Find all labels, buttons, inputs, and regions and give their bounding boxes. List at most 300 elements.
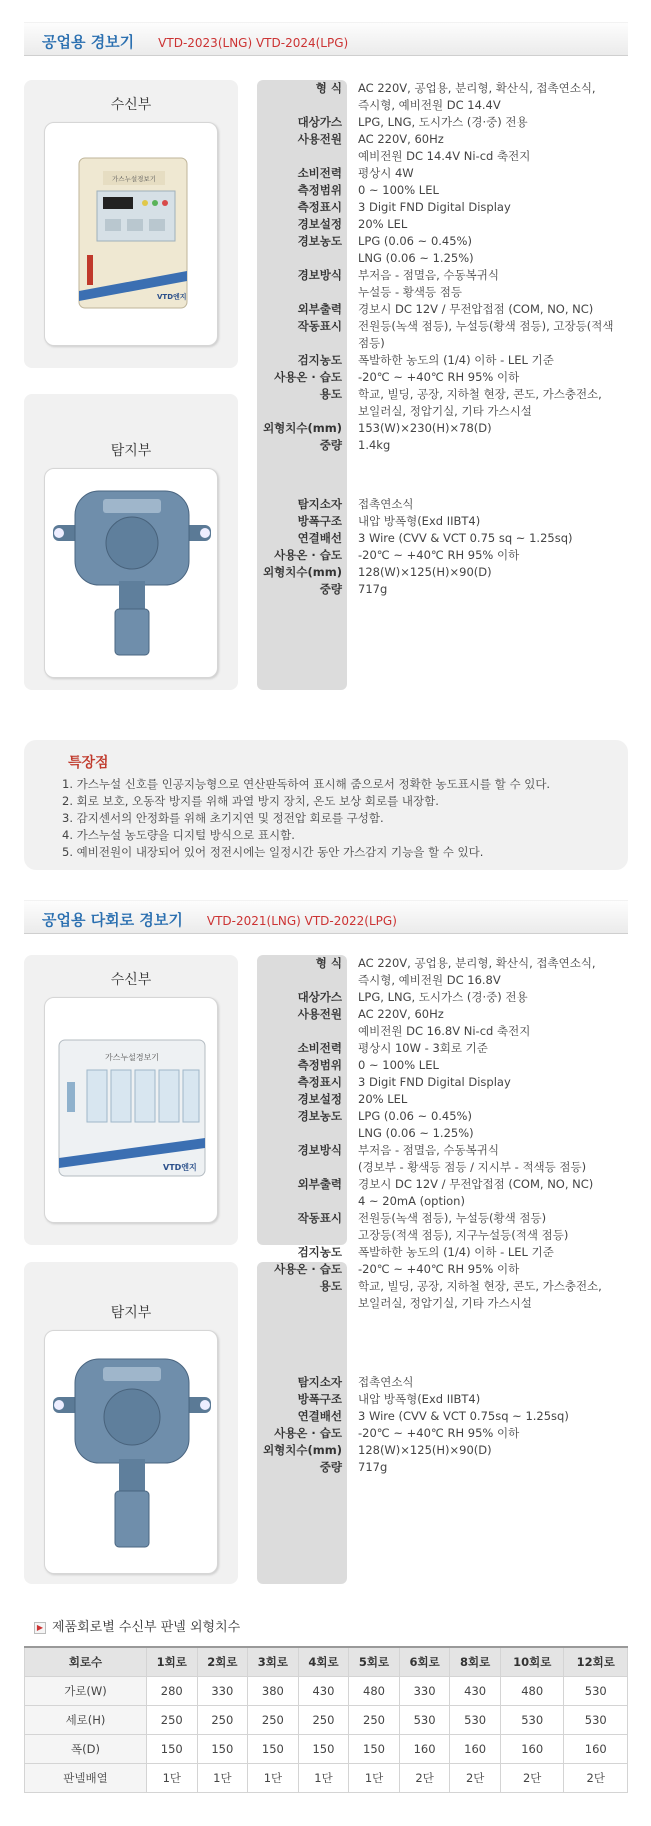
- spec-row: [260, 267, 630, 301]
- spec-value: [358, 318, 613, 352]
- spec-value: [358, 1176, 593, 1210]
- detector-device-illustration: [45, 469, 218, 678]
- spec-label: 사용온 · 습도: [274, 1262, 342, 1276]
- table-header-cell: 6회로: [399, 1647, 450, 1676]
- spec-value: [358, 1057, 439, 1074]
- spec-label: 소비전력: [297, 1041, 342, 1055]
- spec-value-line: LPG, LNG, 도시가스 (경·중) 전용: [358, 990, 528, 1004]
- spec-value-line: 128(W)×125(H)×90(D): [358, 1443, 492, 1457]
- dimension-table: [24, 1646, 628, 1793]
- spec-value-line: 평상시 4W: [358, 166, 414, 180]
- section1-receiver-specs: [260, 80, 630, 454]
- spec-value-line: 0 ~ 100% LEL: [358, 1058, 439, 1072]
- detector-label: 탐지부: [110, 443, 152, 459]
- spec-label: 형 식: [315, 81, 342, 95]
- spec-value-line: 접촉연소식: [358, 497, 414, 511]
- spec-value-line: 보일러실, 정압기실, 기타 가스시설: [358, 1296, 532, 1310]
- table-cell: 150: [349, 1734, 400, 1763]
- receiver-device-illustration: [45, 123, 218, 346]
- detector-neck: [119, 581, 145, 609]
- spec-value-line: 부저음 - 점멸음, 수동복귀식: [358, 268, 499, 282]
- spec-row: [260, 437, 630, 454]
- spec-value: [358, 301, 593, 318]
- spec-value-line: 예비전원 DC 16.8V Ni-cd 축전지: [358, 1024, 531, 1038]
- section2-detector-specs: [260, 1374, 630, 1476]
- table-header-cell: 5회로: [349, 1647, 400, 1676]
- features-list: [62, 776, 550, 861]
- table-cell: 150: [197, 1734, 248, 1763]
- table-cell: 2단: [450, 1763, 501, 1792]
- table-header-cell: 1회로: [147, 1647, 198, 1676]
- spec-value-line: -20℃ ~ +40℃ RH 95% 이하: [358, 548, 520, 562]
- spec-row: [260, 1261, 630, 1278]
- spec-value-line: 3 Wire (CVV & VCT 0.75 sq ~ 1.25sq): [358, 531, 573, 545]
- receiver-label: 수신부: [110, 972, 152, 988]
- spec-value: [358, 1091, 407, 1108]
- spec-value-line: 1.4kg: [358, 438, 391, 452]
- spec-value: [358, 1459, 387, 1476]
- spec-label: 사용전원: [297, 132, 342, 146]
- spec-value: [358, 352, 554, 369]
- table-row: [25, 1763, 628, 1792]
- table-cell: 430: [298, 1676, 349, 1705]
- table-header-cell: 4회로: [298, 1647, 349, 1676]
- device-brand-logo: VTD엔지: [157, 293, 187, 301]
- table-cell: 430: [450, 1676, 501, 1705]
- device-button: [149, 219, 165, 231]
- detector-sensor-head: [115, 609, 149, 655]
- device-channel-module: [111, 1070, 131, 1122]
- device-channel-module: [159, 1070, 179, 1122]
- receiver-label: 수신부: [110, 97, 152, 113]
- spec-value: [358, 564, 492, 581]
- spec-value-line: 보일러실, 정압기실, 기타 가스시설: [358, 404, 532, 418]
- spec-label: 측정표시: [297, 1075, 342, 1089]
- spec-value-line: 3 Wire (CVV & VCT 0.75sq ~ 1.25sq): [358, 1409, 569, 1423]
- spec-value-line: LPG, LNG, 도시가스 (경·중) 전용: [358, 115, 528, 129]
- table-cell: 2단: [500, 1763, 564, 1792]
- spec-value-line: 128(W)×125(H)×90(D): [358, 565, 492, 579]
- spec-value-line: 내압 방폭형(Exd IIBT4): [358, 1392, 481, 1406]
- spec-value: [358, 1210, 568, 1244]
- table-cell: 250: [147, 1705, 198, 1734]
- section2-header: [24, 900, 628, 934]
- spec-label: 탐지소자: [297, 1375, 342, 1389]
- spec-row: [260, 1091, 630, 1108]
- spec-value-line: 고장등(적색 점등), 지구누설등(적색 점등): [358, 1228, 569, 1242]
- table-cell: 330: [197, 1676, 248, 1705]
- table-cell: 1단: [298, 1763, 349, 1792]
- spec-label: 외형치수(mm): [263, 1443, 342, 1457]
- table-cell: 2단: [399, 1763, 450, 1792]
- spec-row: [260, 1040, 630, 1057]
- spec-value-line: 접촉연소식: [358, 1375, 414, 1389]
- detector-mount-hole-icon: [200, 528, 210, 538]
- spec-row: [260, 496, 630, 513]
- section2-detector-panel: [24, 1262, 238, 1584]
- section1-receiver-panel: [24, 80, 238, 368]
- spec-label: 외부출력: [297, 302, 342, 316]
- spec-value-line: 3 Digit FND Digital Display: [358, 200, 511, 214]
- multi-receiver-device-image: [44, 997, 218, 1223]
- table-body: [25, 1676, 628, 1792]
- table-cell: 330: [399, 1676, 450, 1705]
- spec-value-line: -20℃ ~ +40℃ RH 95% 이하: [358, 370, 520, 384]
- spec-row: [260, 564, 630, 581]
- feature-item: 2. 회로 보호, 오동작 방지를 위해 과열 방지 장치, 온도 보상 회로를 내장함.: [62, 794, 439, 808]
- spec-value: [358, 216, 407, 233]
- spec-value-line: LPG (0.06 ~ 0.45%): [358, 1109, 472, 1123]
- table-cell: 150: [147, 1734, 198, 1763]
- device-button: [127, 219, 143, 231]
- spec-row: [260, 420, 630, 437]
- device-panel-title: 가스누설경보기: [112, 175, 156, 183]
- spec-value-line: 0 ~ 100% LEL: [358, 183, 439, 197]
- spec-value-line: LPG (0.06 ~ 0.45%): [358, 234, 472, 248]
- table-header-cell: 3회로: [248, 1647, 299, 1676]
- spec-value-line: 내압 방폭형(Exd IIBT4): [358, 514, 481, 528]
- table-cell: 250: [197, 1705, 248, 1734]
- spec-label: 사용온 · 습도: [274, 370, 342, 384]
- spec-label: 경보농도: [297, 1109, 342, 1123]
- spec-row: [260, 1244, 630, 1261]
- spec-value-line: 4 ~ 20mA (option): [358, 1194, 465, 1208]
- spec-row: [260, 114, 630, 131]
- spec-label: 작동표시: [297, 1211, 342, 1225]
- detector-sensor-head: [115, 1491, 149, 1547]
- table-cell: 1단: [349, 1763, 400, 1792]
- table-cell: 250: [248, 1705, 299, 1734]
- spec-row: [260, 1408, 630, 1425]
- spec-value: [358, 182, 439, 199]
- table-cell: 530: [500, 1705, 564, 1734]
- spec-value: [358, 955, 596, 989]
- feature-item: 5. 예비전원이 내장되어 있어 정전시에는 일정시간 동안 가스감지 기능을 할 수 있다.: [62, 845, 484, 859]
- device-led-icon: [142, 200, 148, 206]
- table-row: [25, 1676, 628, 1705]
- spec-value-line: 예비전원 DC 14.4V Ni-cd 축전지: [358, 149, 531, 163]
- spec-row: [260, 386, 630, 420]
- detector-label-strip: [103, 1367, 161, 1381]
- section1-header: [24, 22, 628, 56]
- spec-value-line: 점등): [358, 336, 385, 350]
- feature-item: 3. 감지센서의 안정화를 위해 초기지연 및 정전압 회로를 구성함.: [62, 811, 384, 825]
- spec-value: [358, 1374, 414, 1391]
- table-cell: 380: [248, 1676, 299, 1705]
- spec-value: [358, 114, 528, 131]
- spec-label: 중량: [319, 582, 342, 596]
- table-header-cell: 10회로: [500, 1647, 564, 1676]
- spec-value: [358, 581, 387, 598]
- table-row-label: 세로(H): [25, 1705, 147, 1734]
- spec-value-line: 20% LEL: [358, 1092, 408, 1106]
- spec-row: [260, 547, 630, 564]
- spec-row: [260, 1459, 630, 1476]
- spec-row: [260, 1074, 630, 1091]
- detector-neck: [119, 1459, 145, 1491]
- spec-row: [260, 1176, 630, 1210]
- spec-label: 작동표시: [297, 319, 342, 333]
- spec-label: 경보설정: [297, 1092, 342, 1106]
- device-led-icon: [162, 200, 168, 206]
- spec-value-line: -20℃ ~ +40℃ RH 95% 이하: [358, 1426, 520, 1440]
- table-cell: 250: [298, 1705, 349, 1734]
- spec-value: [358, 386, 602, 420]
- spec-value: [358, 1244, 554, 1261]
- spec-row: [260, 1108, 630, 1142]
- detector-mount-hole-icon: [54, 1400, 64, 1410]
- table-cell: 480: [349, 1676, 400, 1705]
- spec-value: [358, 1261, 519, 1278]
- spec-value: [358, 233, 474, 267]
- table-row-label: 판넬배열: [25, 1763, 147, 1792]
- spec-label: 경보설정: [297, 217, 342, 231]
- section1-title: 공업용 경보기 VTD-2023(LNG) VTD-2024(LPG): [42, 33, 349, 51]
- spec-label: 외부출력: [297, 1177, 342, 1191]
- spec-value-line: 학교, 빌딩, 공장, 지하철 현장, 콘도, 가스충전소,: [358, 1279, 602, 1293]
- section2-receiver-panel: [24, 955, 238, 1245]
- spec-value: [358, 165, 414, 182]
- spec-value: [358, 1006, 530, 1040]
- device-channel-module: [87, 1070, 107, 1122]
- features-title: 특장점: [68, 755, 109, 771]
- spec-row: [260, 318, 630, 352]
- detector-mount-hole-icon: [200, 1400, 210, 1410]
- device-led-icon: [152, 200, 158, 206]
- spec-label: 형 식: [315, 956, 342, 970]
- spec-row: [260, 1210, 630, 1244]
- spec-value-line: 누설등 - 황색등 점등: [358, 285, 462, 299]
- feature-item: 1. 가스누설 신호를 인공지능형으로 연산판독하여 표시해 줌으로서 정확한 농도표시를 할 수 있다.: [62, 777, 551, 791]
- spec-value-line: 즉시형, 예비전원 DC 14.4V: [358, 98, 501, 112]
- spec-value-line: 경보시 DC 12V / 무전압접점 (COM, NO, NC): [358, 1177, 594, 1191]
- spec-value-line: 153(W)×230(H)×78(D): [358, 421, 492, 435]
- table-row-label: 가로(W): [25, 1676, 147, 1705]
- spec-value: [358, 547, 519, 564]
- spec-label: 연결배선: [297, 531, 342, 545]
- detector-device-image: [44, 468, 218, 678]
- detector-label-strip: [103, 499, 161, 513]
- detector-device-image: [44, 1330, 218, 1574]
- device-indicator-bar: [87, 255, 93, 285]
- spec-row: [260, 301, 630, 318]
- spec-label: 중량: [319, 1460, 342, 1474]
- spec-value: [358, 437, 390, 454]
- detector-label: 탐지부: [110, 1305, 152, 1321]
- device-brand-logo: VTD엔지: [163, 1163, 197, 1172]
- spec-label: 중량: [319, 438, 342, 452]
- spec-value-line: 즉시형, 예비전원 DC 16.8V: [358, 973, 501, 987]
- spec-value: [358, 1391, 480, 1408]
- device-indicator-bar: [67, 1082, 75, 1112]
- spec-value: [358, 530, 572, 547]
- table-header-cell: 8회로: [450, 1647, 501, 1676]
- spec-value: [358, 369, 519, 386]
- spec-label: 사용온 · 습도: [274, 548, 342, 562]
- spec-label: 측정표시: [297, 200, 342, 214]
- spec-value: [358, 80, 596, 114]
- spec-value-line: 717g: [358, 582, 388, 596]
- table-cell: 530: [399, 1705, 450, 1734]
- spec-label: 대상가스: [297, 115, 342, 129]
- spec-label: 연결배선: [297, 1409, 342, 1423]
- spec-row: [260, 1391, 630, 1408]
- spec-row: [260, 182, 630, 199]
- spec-label: 검지농도: [297, 353, 342, 367]
- arrow-icon: ▶: [34, 1622, 46, 1634]
- table-cell: 1단: [197, 1763, 248, 1792]
- table-cell: 530: [564, 1705, 628, 1734]
- table-cell: 160: [399, 1734, 450, 1763]
- spec-value-line: AC 220V, 공업용, 분리형, 확산식, 접촉연소식,: [358, 956, 596, 970]
- spec-label: 외형치수(mm): [263, 421, 342, 435]
- spec-value-line: LNG (0.06 ~ 1.25%): [358, 251, 474, 265]
- device-button: [105, 219, 121, 231]
- spec-label: 측정범위: [297, 183, 342, 197]
- spec-row: [260, 955, 630, 989]
- table-cell: 530: [450, 1705, 501, 1734]
- multi-receiver-device-illustration: [45, 998, 218, 1223]
- table-cell: 150: [248, 1734, 299, 1763]
- spec-row: [260, 1442, 630, 1459]
- spec-label: 사용온 · 습도: [274, 1426, 342, 1440]
- spec-value-line: AC 220V, 공업용, 분리형, 확산식, 접촉연소식,: [358, 81, 596, 95]
- spec-value: [358, 1040, 488, 1057]
- spec-row: [260, 1425, 630, 1442]
- spec-value-line: 폭발하한 농도의 (1/4) 이하 - LEL 기준: [358, 353, 554, 367]
- table-cell: 530: [564, 1676, 628, 1705]
- spec-row: [260, 216, 630, 233]
- spec-label: 검지농도: [297, 1245, 342, 1259]
- table-cell: 2단: [564, 1763, 628, 1792]
- spec-value-line: AC 220V, 60Hz: [358, 1007, 444, 1021]
- spec-row: [260, 369, 630, 386]
- spec-label: 측정범위: [297, 1058, 342, 1072]
- spec-row: [260, 80, 630, 114]
- spec-row: [260, 1278, 630, 1312]
- table-cell: 1단: [248, 1763, 299, 1792]
- spec-row: [260, 165, 630, 182]
- spec-value-line: 717g: [358, 1460, 388, 1474]
- spec-row: [260, 233, 630, 267]
- spec-value: [358, 1074, 511, 1091]
- spec-label: 경보농도: [297, 234, 342, 248]
- spec-value-line: AC 220V, 60Hz: [358, 132, 444, 146]
- detector-mount-hole-icon: [54, 528, 64, 538]
- table-header-cell: 12회로: [564, 1647, 628, 1676]
- spec-value: [358, 1425, 519, 1442]
- spec-row: [260, 1142, 630, 1176]
- spec-row: [260, 513, 630, 530]
- table-header-cell: 회로수: [25, 1647, 147, 1676]
- spec-label: 대상가스: [297, 990, 342, 1004]
- spec-value: [358, 199, 511, 216]
- spec-value-line: 학교, 빌딩, 공장, 지하철 현장, 콘도, 가스충전소,: [358, 387, 602, 401]
- spec-row: [260, 131, 630, 165]
- spec-label: 방폭구조: [297, 514, 342, 528]
- device-panel-title: 가스누설경보기: [104, 1053, 160, 1062]
- spec-label: 경보방식: [297, 268, 342, 282]
- feature-item: 4. 가스누설 농도량을 디지털 방식으로 표시함.: [62, 828, 295, 842]
- section1-detector-panel: [24, 394, 238, 690]
- spec-row: [260, 989, 630, 1006]
- spec-label: 소비전력: [297, 166, 342, 180]
- spec-value: [358, 267, 499, 301]
- table-cell: 250: [349, 1705, 400, 1734]
- spec-row: [260, 530, 630, 547]
- spec-value-line: 평상시 10W - 3회로 기준: [358, 1041, 488, 1055]
- receiver-device-image: [44, 122, 218, 346]
- table-cell: 160: [450, 1734, 501, 1763]
- spec-label: 경보방식: [297, 1143, 342, 1157]
- table-cell: 480: [500, 1676, 564, 1705]
- spec-value-line: 전원등(녹색 점등), 누설등(황색 점등): [358, 1211, 547, 1225]
- spec-row: [260, 1006, 630, 1040]
- table-row-label: 폭(D): [25, 1734, 147, 1763]
- spec-label: 방폭구조: [297, 1392, 342, 1406]
- device-channel-module: [135, 1070, 155, 1122]
- spec-row: [260, 352, 630, 369]
- device-channel-module: [183, 1070, 199, 1122]
- spec-label: 외형치수(mm): [263, 565, 342, 579]
- table-row: [25, 1734, 628, 1763]
- spec-value: [358, 131, 530, 165]
- table-cell: 150: [298, 1734, 349, 1763]
- spec-value-line: 3 Digit FND Digital Display: [358, 1075, 511, 1089]
- spec-label: 용도: [319, 387, 342, 401]
- table-header-cell: 2회로: [197, 1647, 248, 1676]
- spec-value: [358, 513, 480, 530]
- section1-detector-specs: [260, 496, 630, 598]
- spec-value-line: 폭발하한 농도의 (1/4) 이하 - LEL 기준: [358, 1245, 554, 1259]
- spec-row: [260, 1374, 630, 1391]
- section1-model: VTD-2023(LNG) VTD-2024(LPG): [158, 36, 349, 50]
- section2-model: VTD-2021(LNG) VTD-2022(LPG): [206, 914, 397, 928]
- spec-label: 사용전원: [297, 1007, 342, 1021]
- spec-value-line: 부저음 - 점멸음, 수동복귀식: [358, 1143, 499, 1157]
- spec-label: 탐지소자: [297, 497, 342, 511]
- table-row: [25, 1705, 628, 1734]
- spec-row: [260, 199, 630, 216]
- spec-value-line: 20% LEL: [358, 217, 408, 231]
- spec-value-line: 경보시 DC 12V / 무전압접점 (COM, NO, NC): [358, 302, 594, 316]
- spec-value: [358, 1142, 586, 1176]
- spec-value-line: -20℃ ~ +40℃ RH 95% 이하: [358, 1262, 520, 1276]
- table-cell: 160: [500, 1734, 564, 1763]
- spec-value: [358, 1278, 602, 1312]
- detector-cover: [106, 517, 158, 569]
- spec-value-line: (경보부 - 황색등 점등 / 지시부 - 적색등 점등): [358, 1160, 587, 1174]
- table-header-row: [25, 1647, 628, 1676]
- section2-receiver-specs: [260, 955, 630, 1312]
- spec-value: [358, 1108, 474, 1142]
- detector-cover: [104, 1389, 160, 1445]
- table-cell: 160: [564, 1734, 628, 1763]
- section2-title: 공업용 다회로 경보기 VTD-2021(LNG) VTD-2022(LPG): [42, 911, 397, 929]
- device-digital-display: [103, 197, 133, 209]
- spec-label: 용도: [319, 1279, 342, 1293]
- dimension-table-title: ▶ 제품회로별 수신부 판넬 외형치수: [34, 1616, 240, 1635]
- spec-value: [358, 496, 414, 513]
- spec-value: [358, 1442, 492, 1459]
- spec-value: [358, 989, 528, 1006]
- spec-value-line: LNG (0.06 ~ 1.25%): [358, 1126, 474, 1140]
- spec-row: [260, 581, 630, 598]
- table-cell: 280: [147, 1676, 198, 1705]
- table-cell: 1단: [147, 1763, 198, 1792]
- features-box: [24, 740, 628, 870]
- spec-value: [358, 1408, 569, 1425]
